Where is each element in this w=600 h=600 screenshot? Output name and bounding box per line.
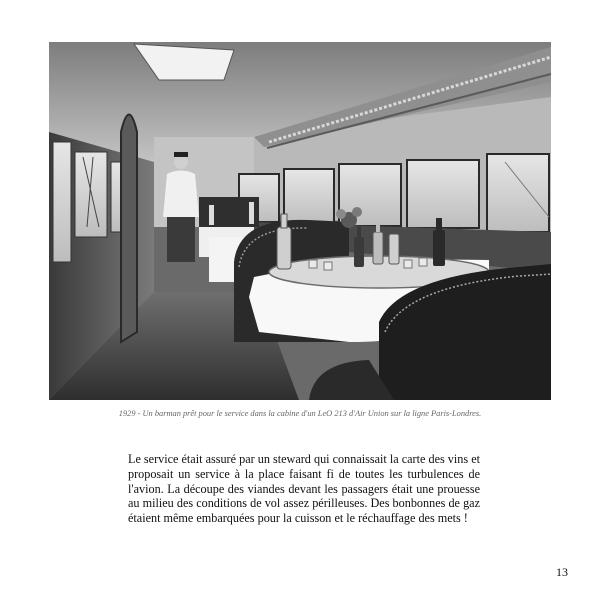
cabin-photograph xyxy=(49,42,551,400)
page-number: 13 xyxy=(556,565,568,579)
photo-caption: 1929 - Un barman prêt pour le service dans la cabine d'un LeO 213 d'Air Union sur la ligne Paris-Londres. xyxy=(118,409,482,418)
body-paragraph: Le service était assuré par un steward qui connaissait la carte des vins et proposait un service à la place faisant fi de toutes les turbulences de l'avion. La découpe des viandes devant les passagers était une prouesse au milieu des conditions de vol assez périlleuses. Des bonbonnes de gaz étaient même embarquées pour la cuisson et le réchauffage des mets ! xyxy=(128,452,480,526)
cabin-photo-illustration xyxy=(49,42,551,400)
